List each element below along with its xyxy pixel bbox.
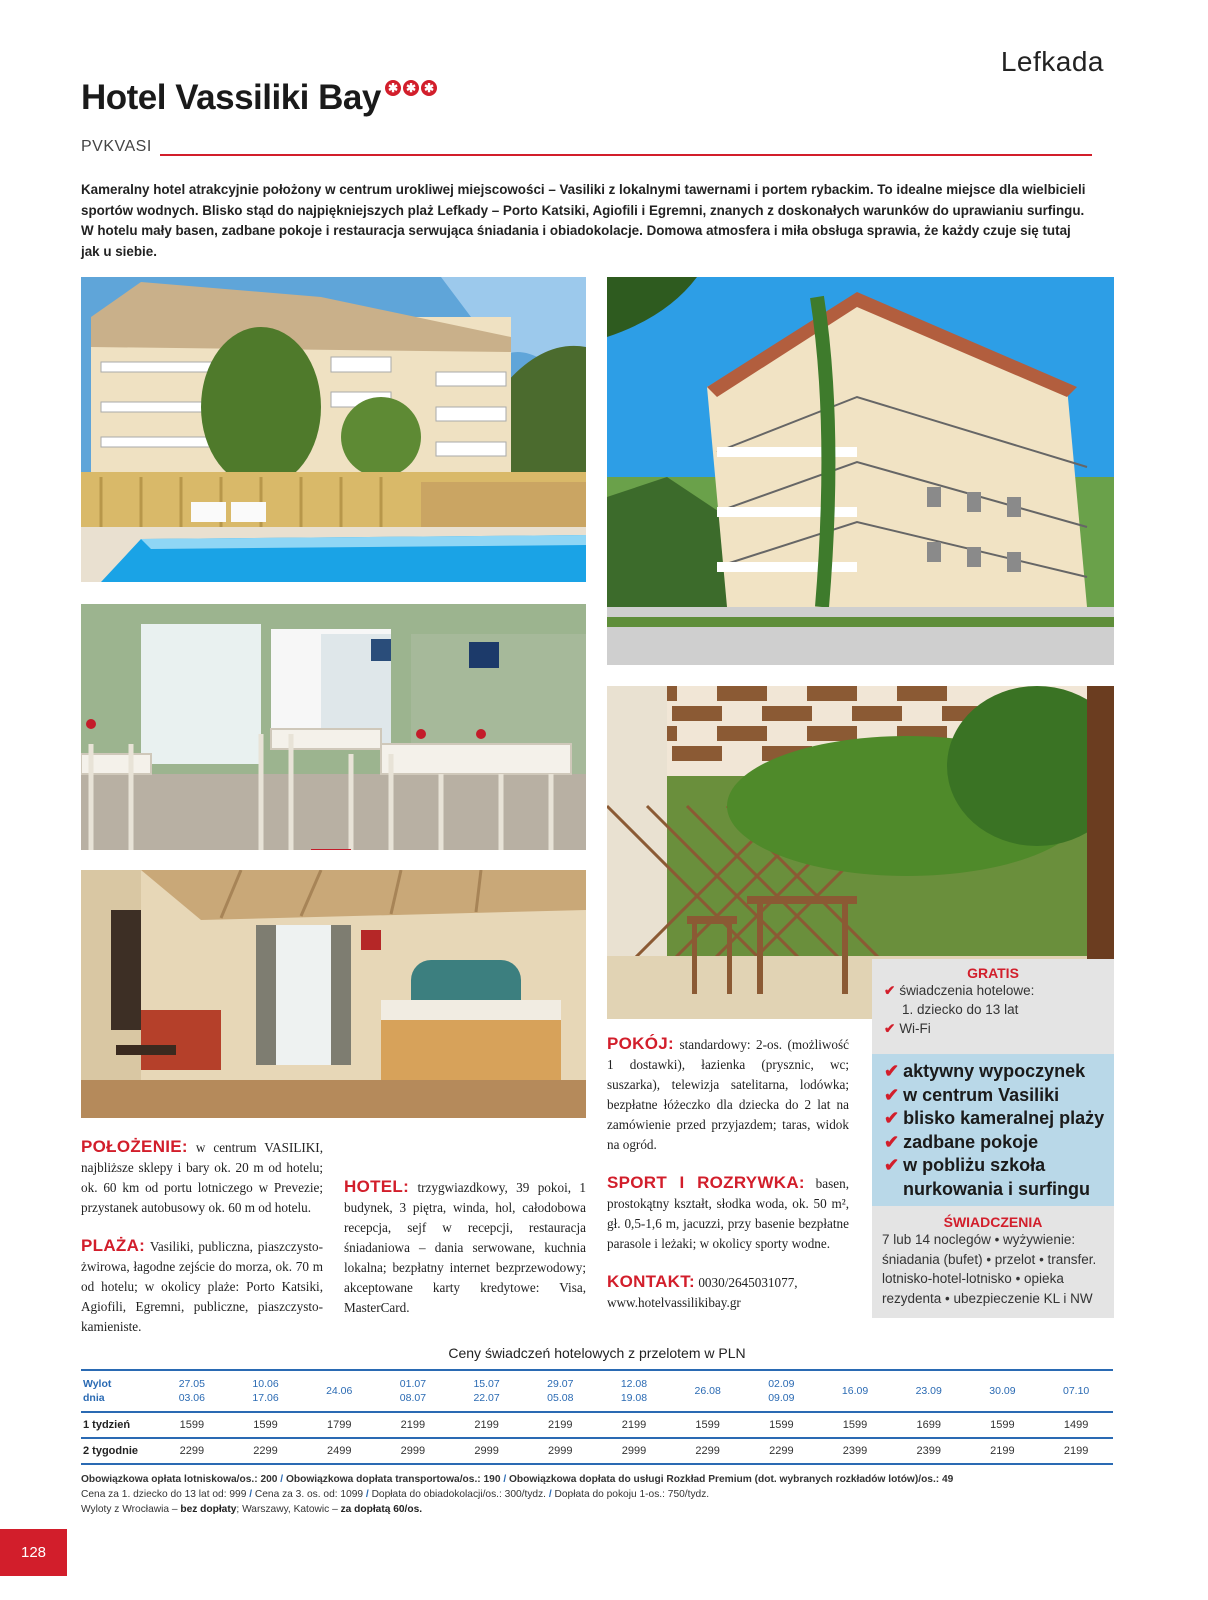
- departure-date: 12.08 19.08: [597, 1370, 671, 1412]
- gratis-item: ✔ świadczenia hotelowe:: [884, 983, 1035, 998]
- departure-date: 23.09: [892, 1370, 966, 1412]
- column-middle: [344, 1137, 586, 1336]
- price-row-1-week: [81, 1412, 1113, 1438]
- price-cell: 1499: [1039, 1412, 1113, 1438]
- price-cell: 2999: [597, 1438, 671, 1464]
- departure-date: 29.07 05.08: [523, 1370, 597, 1412]
- price-cell: 2399: [818, 1438, 892, 1464]
- hotel-text: trzygwiazdkowy, 39 pokoi, 1 budynek, 3 piętra, winda, hol, całodobowa recepcja, sejf w recepcji, restauracja śniadaniowa – dania serwowane, kuchnia lokalna; bezpłatny internet bezprzewodowy; akceptowane karty kredytowe: Visa, MasterCard.: [344, 1180, 587, 1315]
- price-cell: 2999: [523, 1438, 597, 1464]
- check-icon: ✔: [884, 1021, 896, 1036]
- price-cell: 2199: [376, 1412, 450, 1438]
- kontakt-phone: 0030/2645031077,: [698, 1275, 798, 1290]
- price-cell: 2399: [892, 1438, 966, 1464]
- departure-date: 30.09: [966, 1370, 1040, 1412]
- price-cell: 2199: [966, 1438, 1040, 1464]
- polozenie-heading: POŁOŻENIE:: [81, 1137, 188, 1156]
- price-cell: 1699: [892, 1412, 966, 1438]
- check-icon: ✔: [884, 1061, 900, 1081]
- price-cell: 1599: [966, 1412, 1040, 1438]
- price-row-2-weeks: [81, 1438, 1113, 1464]
- price-cell: 2499: [302, 1438, 376, 1464]
- departure-date: 27.05 03.06: [155, 1370, 229, 1412]
- section-sport: [607, 1173, 849, 1254]
- column-right: [607, 1034, 849, 1331]
- price-cell: 1599: [229, 1412, 303, 1438]
- plaza-heading: PLAŻA:: [81, 1236, 146, 1255]
- check-icon: ✔: [884, 983, 896, 998]
- price-cell: 2299: [745, 1438, 819, 1464]
- departure-date: 26.08: [671, 1370, 745, 1412]
- departure-date: 02.09 09.09: [745, 1370, 819, 1412]
- swiadczenia-heading: ŚWIADCZENIA: [943, 1214, 1043, 1230]
- swiadczenia-box: [872, 1206, 1114, 1318]
- photo-bedroom: [81, 870, 586, 1118]
- title-rule: [160, 154, 1092, 156]
- price-table: [81, 1369, 1113, 1465]
- polozenie-text: w centrum VASILIKI, najbliższe sklepy i bary ok. 20 m od hotelu; ok. 60 km od portu lotniczego w Prevezie; przystanek autobusowy ok. 60 m od hotelu.: [81, 1140, 323, 1215]
- check-icon: ✔: [884, 1155, 900, 1175]
- price-cell: 2199: [597, 1412, 671, 1438]
- departure-date: 10.06 17.06: [229, 1370, 303, 1412]
- star-icon: ✱: [403, 80, 419, 96]
- price-cell: 1599: [745, 1412, 819, 1438]
- star-icon: ✱: [385, 80, 401, 96]
- section-plaza: [81, 1236, 323, 1337]
- price-cell: 2999: [450, 1438, 524, 1464]
- price-cell: 2299: [155, 1438, 229, 1464]
- photo-building: [607, 277, 1114, 665]
- highlight-item: nurkowania i surfingu: [903, 1178, 1091, 1199]
- sport-heading: SPORT I ROZRYWKA:: [607, 1173, 805, 1192]
- highlight-item: ✔ aktywny wypoczynek: [884, 1061, 1086, 1081]
- highlight-item: ✔ blisko kameralnej plaży: [884, 1108, 1105, 1128]
- check-icon: ✔: [884, 1084, 900, 1105]
- price-cell: 1599: [155, 1412, 229, 1438]
- pokoj-heading: POKÓJ:: [607, 1034, 674, 1053]
- departure-date: 15.07 22.07: [450, 1370, 524, 1412]
- departure-date: 16.09: [818, 1370, 892, 1412]
- price-notes: [81, 1472, 1113, 1517]
- row-label: 1 tydzień: [81, 1412, 155, 1438]
- price-cell: 1599: [671, 1412, 745, 1438]
- hotel-heading: HOTEL:: [344, 1177, 410, 1196]
- departure-date: 07.10: [1039, 1370, 1113, 1412]
- notes-line-3: Wyloty z Wrocławia – bez dopłaty; Warszawy, Katowic – za dopłatą 60/os.: [81, 1504, 423, 1515]
- photo-dining: [81, 604, 586, 850]
- kontakt-website[interactable]: www.hotelvassilikibay.gr: [607, 1295, 741, 1310]
- price-cell: 2999: [376, 1438, 450, 1464]
- section-polozenie: [81, 1137, 323, 1218]
- highlight-item: ✔ w pobliżu szkoła: [884, 1155, 1046, 1175]
- gratis-heading: GRATIS: [967, 965, 1019, 981]
- gratis-item: 1. dziecko do 13 lat: [902, 1002, 1019, 1017]
- price-cell: 2199: [1039, 1438, 1113, 1464]
- price-cell: 1599: [818, 1412, 892, 1438]
- intro-text: Kameralny hotel atrakcyjnie położony w centrum urokliwej miejscowości – Vasiliki z lokalnymi tawernami i portem rybackim. To idealne miejsce dla wielbicieli sportów wodnych. Blisko stąd do najpiękniejszych plaż Lefkady – Porto Katsiki, Agiofili i Egremni, znanych z doskonałych warunków do uprawianiu surfingu. W hotelu mały basen, zadbane pokoje i restauracja serwująca śniadania i obiadokolacje. Domowa atmosfera i miła obsługa sprawia, że każdy czuje się tutaj jak u siebie.: [81, 182, 1086, 259]
- check-icon: ✔: [884, 1108, 900, 1128]
- pokoj-text: standardowy: 2-os. (możliwość 1 dostawki), łazienka (prysznic, wc; suszarka), telewizja satelitarna, lodówka; bezpłatne łóżeczko dla dziecka do 2 lat na zamówienie przed przyjazdem; taras, widok na ogród.: [607, 1037, 850, 1152]
- offer-code: PVKVASI: [81, 138, 152, 155]
- plaza-text: Vasiliki, publiczna, piaszczysto-żwirowa, łagodne zejście do morza, ok. 70 m od hotelu; w okolicy plaże: Porto Katsiki, Agiofili, Egremni, publiczne, piaszczysto-kamieniste.: [81, 1239, 323, 1334]
- sport-text: basen, prostokątny kształt, słodka woda, ok. 50 m², gł. 0,5-1,6 m, jacuzzi, przy basenie bezpłatne parasole i leżaki; w okolicy sporty wodne.: [607, 1176, 849, 1251]
- kontakt-heading: KONTAKT:: [607, 1272, 696, 1291]
- region-name: Lefkada: [1000, 46, 1104, 77]
- price-cell: 1799: [302, 1412, 376, 1438]
- page-number: 128: [0, 1529, 67, 1576]
- hotel-title: [81, 78, 437, 118]
- hotel-name: Hotel Vassiliki Bay: [81, 78, 381, 117]
- gratis-box: [872, 959, 1114, 1054]
- photo-pool: [81, 277, 586, 582]
- section-kontakt: [607, 1272, 849, 1313]
- section-hotel: [344, 1177, 586, 1318]
- column-left: [81, 1137, 323, 1337]
- star-rating: [385, 80, 437, 96]
- star-icon: ✱: [421, 80, 437, 96]
- gratis-item: ✔ Wi-Fi: [884, 1021, 931, 1036]
- departure-label: Wylot dnia: [81, 1370, 155, 1412]
- price-header-row: [81, 1370, 1113, 1412]
- highlight-item: ✔ zadbane pokoje: [884, 1131, 1039, 1152]
- highlight-item: ✔ w centrum Vasiliki: [884, 1084, 1060, 1105]
- notes-line-2: Cena za 1. dziecko do 13 lat od: 999 / Cena za 3. os. od: 1099 / Dopłata do obiadokolacji/os.: 300/tydz. / Dopłata do pokoju 1-os.: 750/tydz.: [81, 1489, 710, 1500]
- price-table-title: Ceny świadczeń hotelowych z przelotem w PLN: [448, 1345, 746, 1361]
- price-cell: 2299: [671, 1438, 745, 1464]
- notes-line-1: Obowiązkowa opłata lotniskowa/os.: 200 / Obowiązkowa dopłata transportowa/os.: 190 / Obowiązkowa dopłata do usługi Rozkład Premium (dot. wybranych rozkładów lotów)/os.: 49: [81, 1474, 954, 1485]
- highlights-box: [872, 1054, 1114, 1206]
- departure-date: 01.07 08.07: [376, 1370, 450, 1412]
- departure-date: 24.06: [302, 1370, 376, 1412]
- price-cell: 2299: [229, 1438, 303, 1464]
- row-label: 2 tygodnie: [81, 1438, 155, 1464]
- check-icon: ✔: [884, 1131, 900, 1152]
- price-cell: 2199: [523, 1412, 597, 1438]
- price-cell: 2199: [450, 1412, 524, 1438]
- section-pokoj: [607, 1034, 849, 1155]
- swiadczenia-text: 7 lub 14 noclegów • wyżywienie: śniadania (bufet) • przelot • transfer. lotnisko-hotel-lotnisko • opieka rezydenta • ubezpieczenie KL i NW: [882, 1232, 1097, 1306]
